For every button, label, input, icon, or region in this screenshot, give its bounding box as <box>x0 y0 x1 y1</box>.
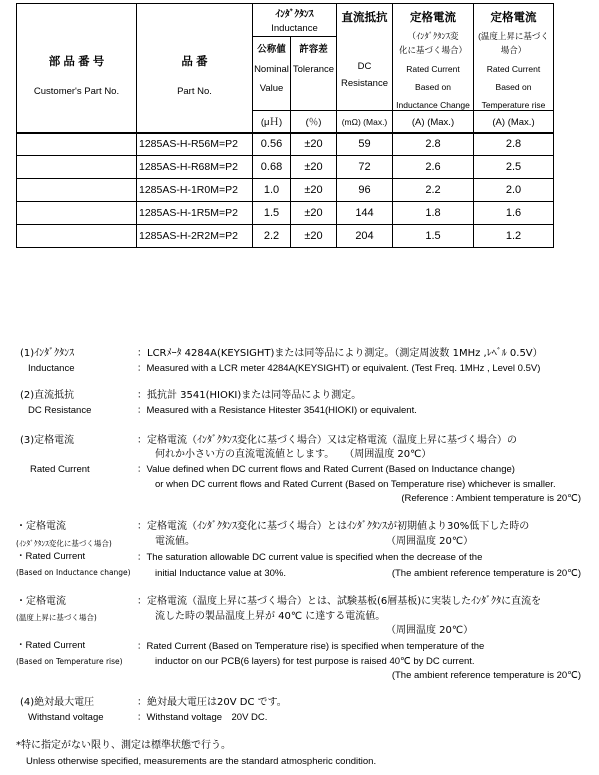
note5-text-jp3: （周囲温度 20℃） <box>386 625 474 636</box>
note1-label: (1)ｲﾝﾀﾞｸﾀﾝｽ <box>20 348 75 359</box>
note6-label: (4)絶対最大電圧 <box>20 697 95 708</box>
note4-label-sub: (ｲﾝﾀﾞｸﾀﾝｽ変化に基づく場合) <box>16 539 112 548</box>
note4-text-jp1: ：定格電流（ｲﾝﾀﾞｸﾀﾝｽ変化に基づく場合）とはｲﾝﾀﾞｸﾀﾝｽが初期値より30%低下した時の <box>137 521 530 532</box>
note4-text-jp2b: （周囲温度 20℃） <box>386 536 474 547</box>
note5-label-sub: (温度上昇に基づく場合) <box>16 613 97 622</box>
note4-label: ・定格電流 <box>16 521 66 532</box>
note1-text-jp: ：LCRﾒｰﾀ 4284A(KEYSIGHT)または同等品により測定。（測定周波数 1MHz ,ﾚﾍﾞﾙ 0.5V） <box>137 348 543 359</box>
note6-text-en: ：Withstand voltage 20V DC. <box>137 712 268 723</box>
note2-label-en: DC Resistance <box>28 405 92 416</box>
note3-label-en: Rated Current <box>30 464 90 475</box>
note5-text-jp1: ：定格電流（温度上昇に基づく場合）とは、試験基板(6層基板)に実装したｲﾝﾀﾞｸﾀに直流を <box>137 596 542 607</box>
note3-label: (3)定格電流 <box>20 435 75 446</box>
note5-label-en-sub: (Based on Temperature rise) <box>16 657 123 666</box>
note1-label-en: Inductance <box>28 363 75 374</box>
unit-tolerance: (％) <box>291 111 337 133</box>
note5-label: ・定格電流 <box>16 596 66 607</box>
note2-label: (2)直流抵抗 <box>20 390 75 401</box>
nominal-header: 公称値 <box>253 37 291 58</box>
table-row: 1285AS-H-1R5M=P2 1.5 ±20 144 1.8 1.6 <box>17 202 554 225</box>
note4-text-en2b: (The ambient reference temperature is 20℃) <box>391 568 581 579</box>
customer-part-header: 部 品 番 号 Customer's Part No. <box>17 4 137 111</box>
table-row: 1285AS-H-R68M=P2 0.68 ±20 72 2.6 2.5 <box>17 156 554 179</box>
note4-label-en: ・Rated Current <box>16 551 86 562</box>
footnote-en: Unless otherwise specified, measurements are the standard atmospheric condition. <box>26 756 377 767</box>
spec-table: 部 品 番 号 Customer's Part No. 品 番 Part No. ｲﾝﾀﾞｸﾀﾝｽ Inductance 直流抵抗 DC Resistance 定格電流 （ｲﾝﾀﾞｸﾀﾝｽ変 化に基づく場合） Rated Current Based on Inductance Change 定格電流 (温度上昇に基づく 場合） Rated Current Based on Temperature rise 公称値 許容差 Nominal Tolerance Value (μＨ) (％) (mΩ) (Max.) (A) (Max.) (A) (Max.) 1285AS-H-R56M=P2 0.56 ±20 59 2.8 2.8 1285AS-H-R68M=P2 0.68 ±20 72 2.6 2.5 1285AS-H-1R0M=P2 1.0 ±20 96 2.2 2.0 1285AS-H-1R5M=P2 1.5 ±20 144 1.8 1.6 1285AS-H-2R2M=P2 2.2 ±20 204 1.5 1.2 <box>16 3 554 248</box>
table-row: 1285AS-H-1R0M=P2 1.0 ±20 96 2.2 2.0 <box>17 179 554 202</box>
note5-text-jp2: 流した時の製品温度上昇が 40℃ に達する電流値。 <box>155 611 386 622</box>
unit-rated2: (A) (Max.) <box>474 111 554 133</box>
note3-text-en1: ：Value defined when DC current flows and Rated Current (Based on Inductance change) <box>137 464 515 475</box>
note4-label-en-sub: (Based on Inductance change) <box>16 568 131 577</box>
note6-text-jp: ：絶対最大電圧は20V DC です。 <box>137 697 287 708</box>
note3-text-jp1: ：定格電流（ｲﾝﾀﾞｸﾀﾝｽ変化に基づく場合）又は定格電流（温度上昇に基づく場合）の <box>137 435 517 446</box>
unit-nominal: (μＨ) <box>253 111 291 133</box>
table-row: 1285AS-H-2R2M=P2 2.2 ±20 204 1.5 1.2 <box>17 225 554 248</box>
unit-dc: (mΩ) (Max.) <box>337 111 393 133</box>
note3-text-en3: (Reference : Ambient temperature is 20℃) <box>401 493 581 504</box>
dc-header: 直流抵抗 DC Resistance <box>337 4 393 111</box>
note5-label-en: ・Rated Current <box>16 640 86 651</box>
note5-text-en1: ：Rated Current (Based on Temperature rise) is specified when temperature of the <box>137 641 485 652</box>
note3-text-en2: or when DC current flows and Rated Current (Based on Temperature rise) whichever is smaller. <box>155 479 556 490</box>
part-header: 品 番 Part No. <box>137 4 253 111</box>
note6-label-en: Withstand voltage <box>28 712 104 723</box>
note4-text-en2: initial Inductance value at 30%. <box>155 568 286 579</box>
unit-rated1: (A) (Max.) <box>393 111 474 133</box>
inductance-header: ｲﾝﾀﾞｸﾀﾝｽ Inductance <box>253 4 337 37</box>
rated2-header: 定格電流 (温度上昇に基づく 場合） Rated Current Based on Temperature rise <box>474 4 554 111</box>
note4-text-en1: ：The saturation allowable DC current value is specified when the decrease of the <box>137 552 483 563</box>
note5-text-en3: (The ambient reference temperature is 20℃) <box>391 670 581 681</box>
note5-text-en2: inductor on our PCB(6 layers) for test purpose is raised 40℃ by DC current. <box>155 656 475 667</box>
note1-text-en: ：Measured with a LCR meter 4284A(KEYSIGHT) or equivalent. (Test Freq. 1MHz , Level 0.5V) <box>137 363 541 374</box>
tolerance-header: 許容差 <box>291 37 337 58</box>
rated1-header: 定格電流 （ｲﾝﾀﾞｸﾀﾝｽ変 化に基づく場合） Rated Current Based on Inductance Change <box>393 4 474 111</box>
note2-text-jp: ：抵抗計 3541(HIOKI)または同等品により測定。 <box>137 390 362 401</box>
footnote-jp: *特に指定がない限り、測定は標準状態で行う。 <box>16 740 231 751</box>
note3-text-jp2: 何れか小さい方の直流電流値とします。 （周囲温度 20℃） <box>155 449 432 460</box>
note2-text-en: ：Measured with a Resistance Hitester 3541(HIOKI) or equivalent. <box>137 405 417 416</box>
table-row: 1285AS-H-R56M=P2 0.56 ±20 59 2.8 2.8 <box>17 133 554 156</box>
note4-text-jp2: 電流値。 <box>155 536 195 547</box>
